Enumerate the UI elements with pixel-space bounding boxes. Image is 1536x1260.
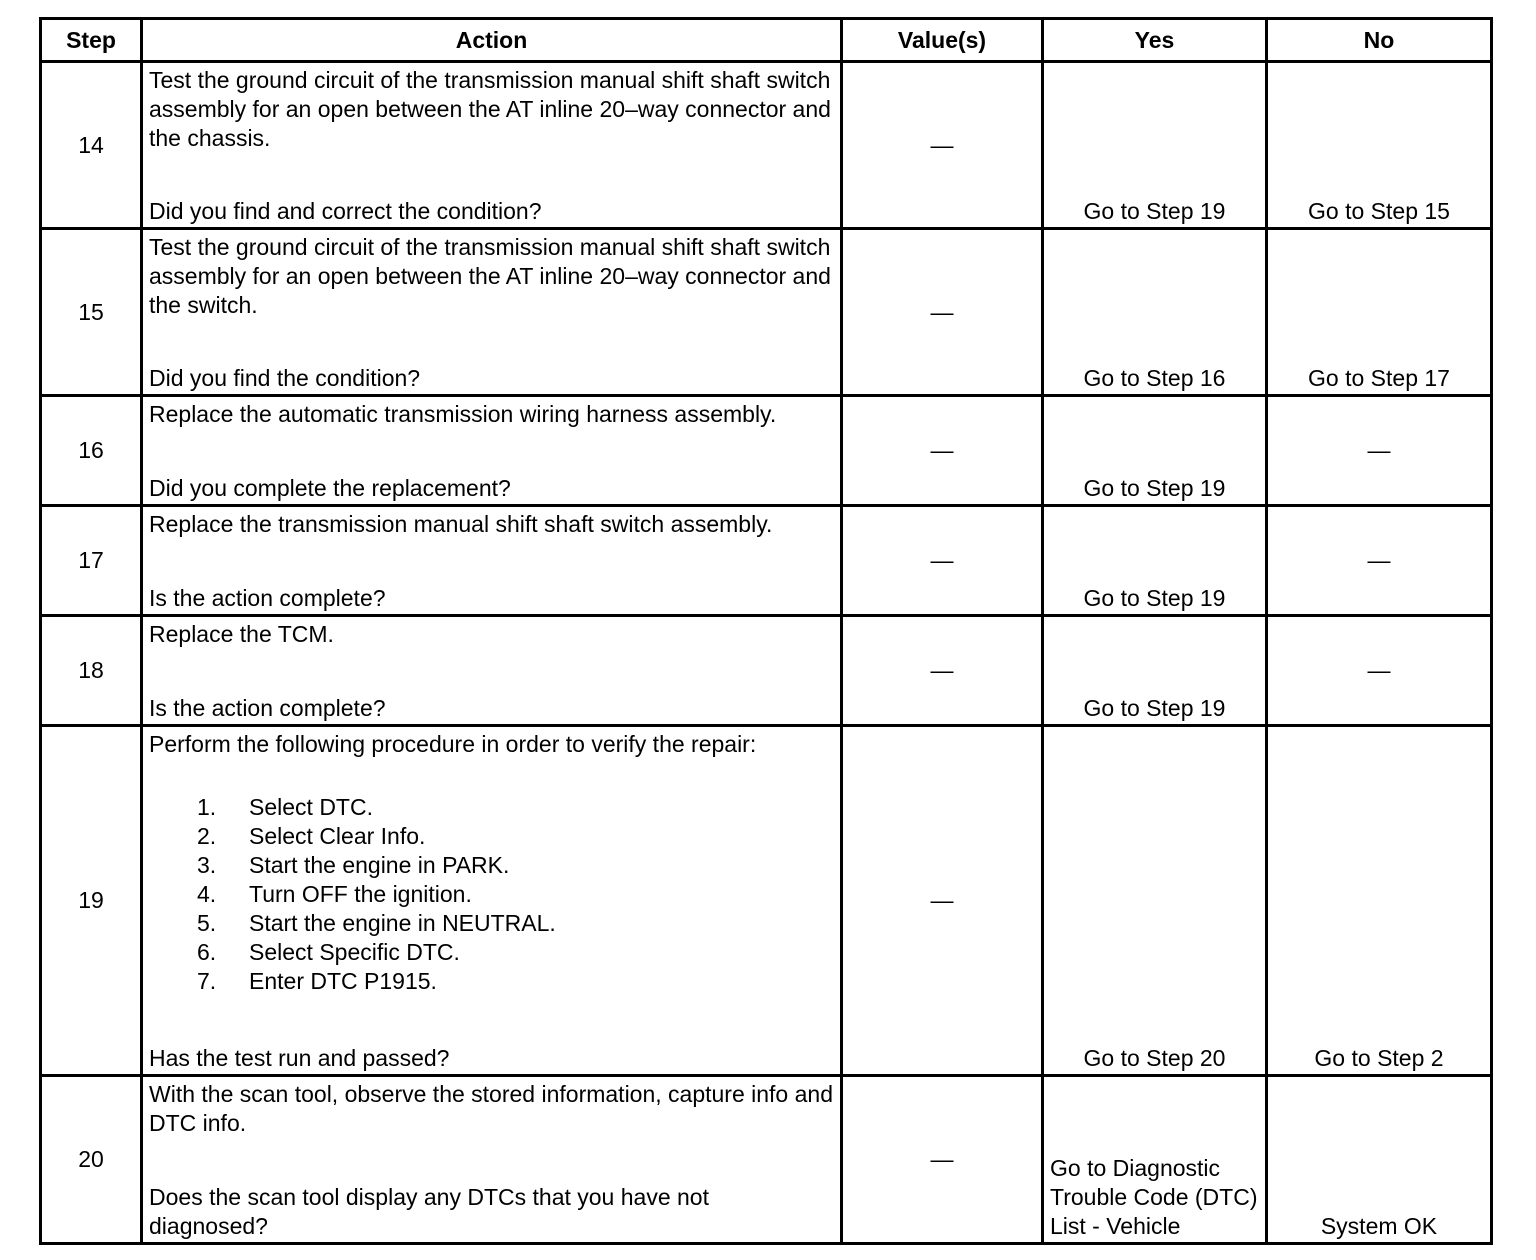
value-cell: — bbox=[842, 62, 1043, 229]
action-cell bbox=[142, 229, 842, 396]
step-number: 14 bbox=[41, 62, 142, 229]
list-item bbox=[197, 822, 834, 851]
list-item bbox=[197, 909, 834, 938]
header-yes: Yes bbox=[1043, 19, 1267, 62]
list-item bbox=[197, 938, 834, 967]
item-number: 3. bbox=[197, 852, 217, 878]
action-cell bbox=[142, 1076, 842, 1244]
header-step: Step bbox=[41, 19, 142, 62]
item-text: Select DTC. bbox=[249, 794, 373, 820]
yes-cell: Go to Step 19 bbox=[1043, 506, 1267, 616]
action-question: Has the test run and passed? bbox=[149, 1045, 450, 1071]
action-cell bbox=[142, 62, 842, 229]
action-text: Perform the following procedure in order to verify the repair: bbox=[149, 731, 757, 757]
value-cell: — bbox=[842, 396, 1043, 506]
header-action: Action bbox=[142, 19, 842, 62]
action-text: Test the ground circuit of the transmission manual shift shaft switch assembly for an open between the AT inline 20–way connector and the chassis. bbox=[149, 67, 838, 151]
yes-cell: Go to Step 20 bbox=[1043, 726, 1267, 1076]
step-number: 20 bbox=[41, 1076, 142, 1244]
action-question: Does the scan tool display any DTCs that you have not diagnosed? bbox=[149, 1184, 716, 1239]
table-row bbox=[41, 1076, 1492, 1244]
no-cell: System OK bbox=[1267, 1076, 1492, 1244]
list-item bbox=[197, 967, 834, 996]
table-row bbox=[41, 726, 1492, 1076]
value-cell: — bbox=[842, 726, 1043, 1076]
item-text: Turn OFF the ignition. bbox=[249, 881, 472, 907]
table-row bbox=[41, 396, 1492, 506]
item-text: Select Clear Info. bbox=[249, 823, 426, 849]
procedure-list bbox=[197, 793, 834, 996]
action-text: Replace the TCM. bbox=[149, 621, 334, 647]
table-row bbox=[41, 506, 1492, 616]
no-cell: Go to Step 17 bbox=[1267, 229, 1492, 396]
action-cell bbox=[142, 506, 842, 616]
action-cell bbox=[142, 616, 842, 726]
item-number: 7. bbox=[197, 968, 217, 994]
header-row bbox=[41, 19, 1492, 62]
item-number: 1. bbox=[197, 794, 217, 820]
step-number: 18 bbox=[41, 616, 142, 726]
action-text: Test the ground circuit of the transmission manual shift shaft switch assembly for an open between the AT inline 20–way connector and the switch. bbox=[149, 234, 838, 318]
no-cell: Go to Step 15 bbox=[1267, 62, 1492, 229]
action-question: Is the action complete? bbox=[149, 585, 386, 611]
item-number: 5. bbox=[197, 910, 217, 936]
item-text: Enter DTC P1915. bbox=[249, 968, 437, 994]
list-item bbox=[197, 851, 834, 880]
table-row bbox=[41, 616, 1492, 726]
yes-cell: Go to Step 16 bbox=[1043, 229, 1267, 396]
step-number: 15 bbox=[41, 229, 142, 396]
no-cell: Go to Step 2 bbox=[1267, 726, 1492, 1076]
action-text: With the scan tool, observe the stored information, capture info and DTC info. bbox=[149, 1081, 840, 1136]
item-text: Start the engine in NEUTRAL. bbox=[249, 910, 556, 936]
diagnostic-table bbox=[39, 17, 1493, 1245]
header-no: No bbox=[1267, 19, 1492, 62]
header-values: Value(s) bbox=[842, 19, 1043, 62]
value-cell: — bbox=[842, 1076, 1043, 1244]
no-cell: — bbox=[1267, 506, 1492, 616]
yes-cell: Go to Step 19 bbox=[1043, 62, 1267, 229]
step-number: 17 bbox=[41, 506, 142, 616]
item-text: Select Specific DTC. bbox=[249, 939, 460, 965]
value-cell: — bbox=[842, 506, 1043, 616]
value-cell: — bbox=[842, 229, 1043, 396]
action-text: Replace the automatic transmission wiring harness assembly. bbox=[149, 401, 777, 427]
action-question: Is the action complete? bbox=[149, 695, 386, 721]
item-number: 2. bbox=[197, 823, 217, 849]
item-number: 6. bbox=[197, 939, 217, 965]
value-cell: — bbox=[842, 616, 1043, 726]
no-cell: — bbox=[1267, 616, 1492, 726]
yes-cell: Go to Step 19 bbox=[1043, 616, 1267, 726]
action-cell bbox=[142, 396, 842, 506]
step-number: 19 bbox=[41, 726, 142, 1076]
table-row bbox=[41, 62, 1492, 229]
action-text: Replace the transmission manual shift shaft switch assembly. bbox=[149, 511, 773, 537]
action-question: Did you find and correct the condition? bbox=[149, 198, 542, 224]
action-cell bbox=[142, 726, 842, 1076]
action-question: Did you find the condition? bbox=[149, 365, 421, 391]
list-item bbox=[197, 793, 834, 822]
yes-cell: Go to Step 19 bbox=[1043, 396, 1267, 506]
no-cell: — bbox=[1267, 396, 1492, 506]
list-item bbox=[197, 880, 834, 909]
yes-cell: Go to Diagnostic Trouble Code (DTC) List - Vehicle bbox=[1043, 1076, 1267, 1244]
table-row bbox=[41, 229, 1492, 396]
item-number: 4. bbox=[197, 881, 217, 907]
step-number: 16 bbox=[41, 396, 142, 506]
item-text: Start the engine in PARK. bbox=[249, 852, 510, 878]
action-question: Did you complete the replacement? bbox=[149, 475, 511, 501]
